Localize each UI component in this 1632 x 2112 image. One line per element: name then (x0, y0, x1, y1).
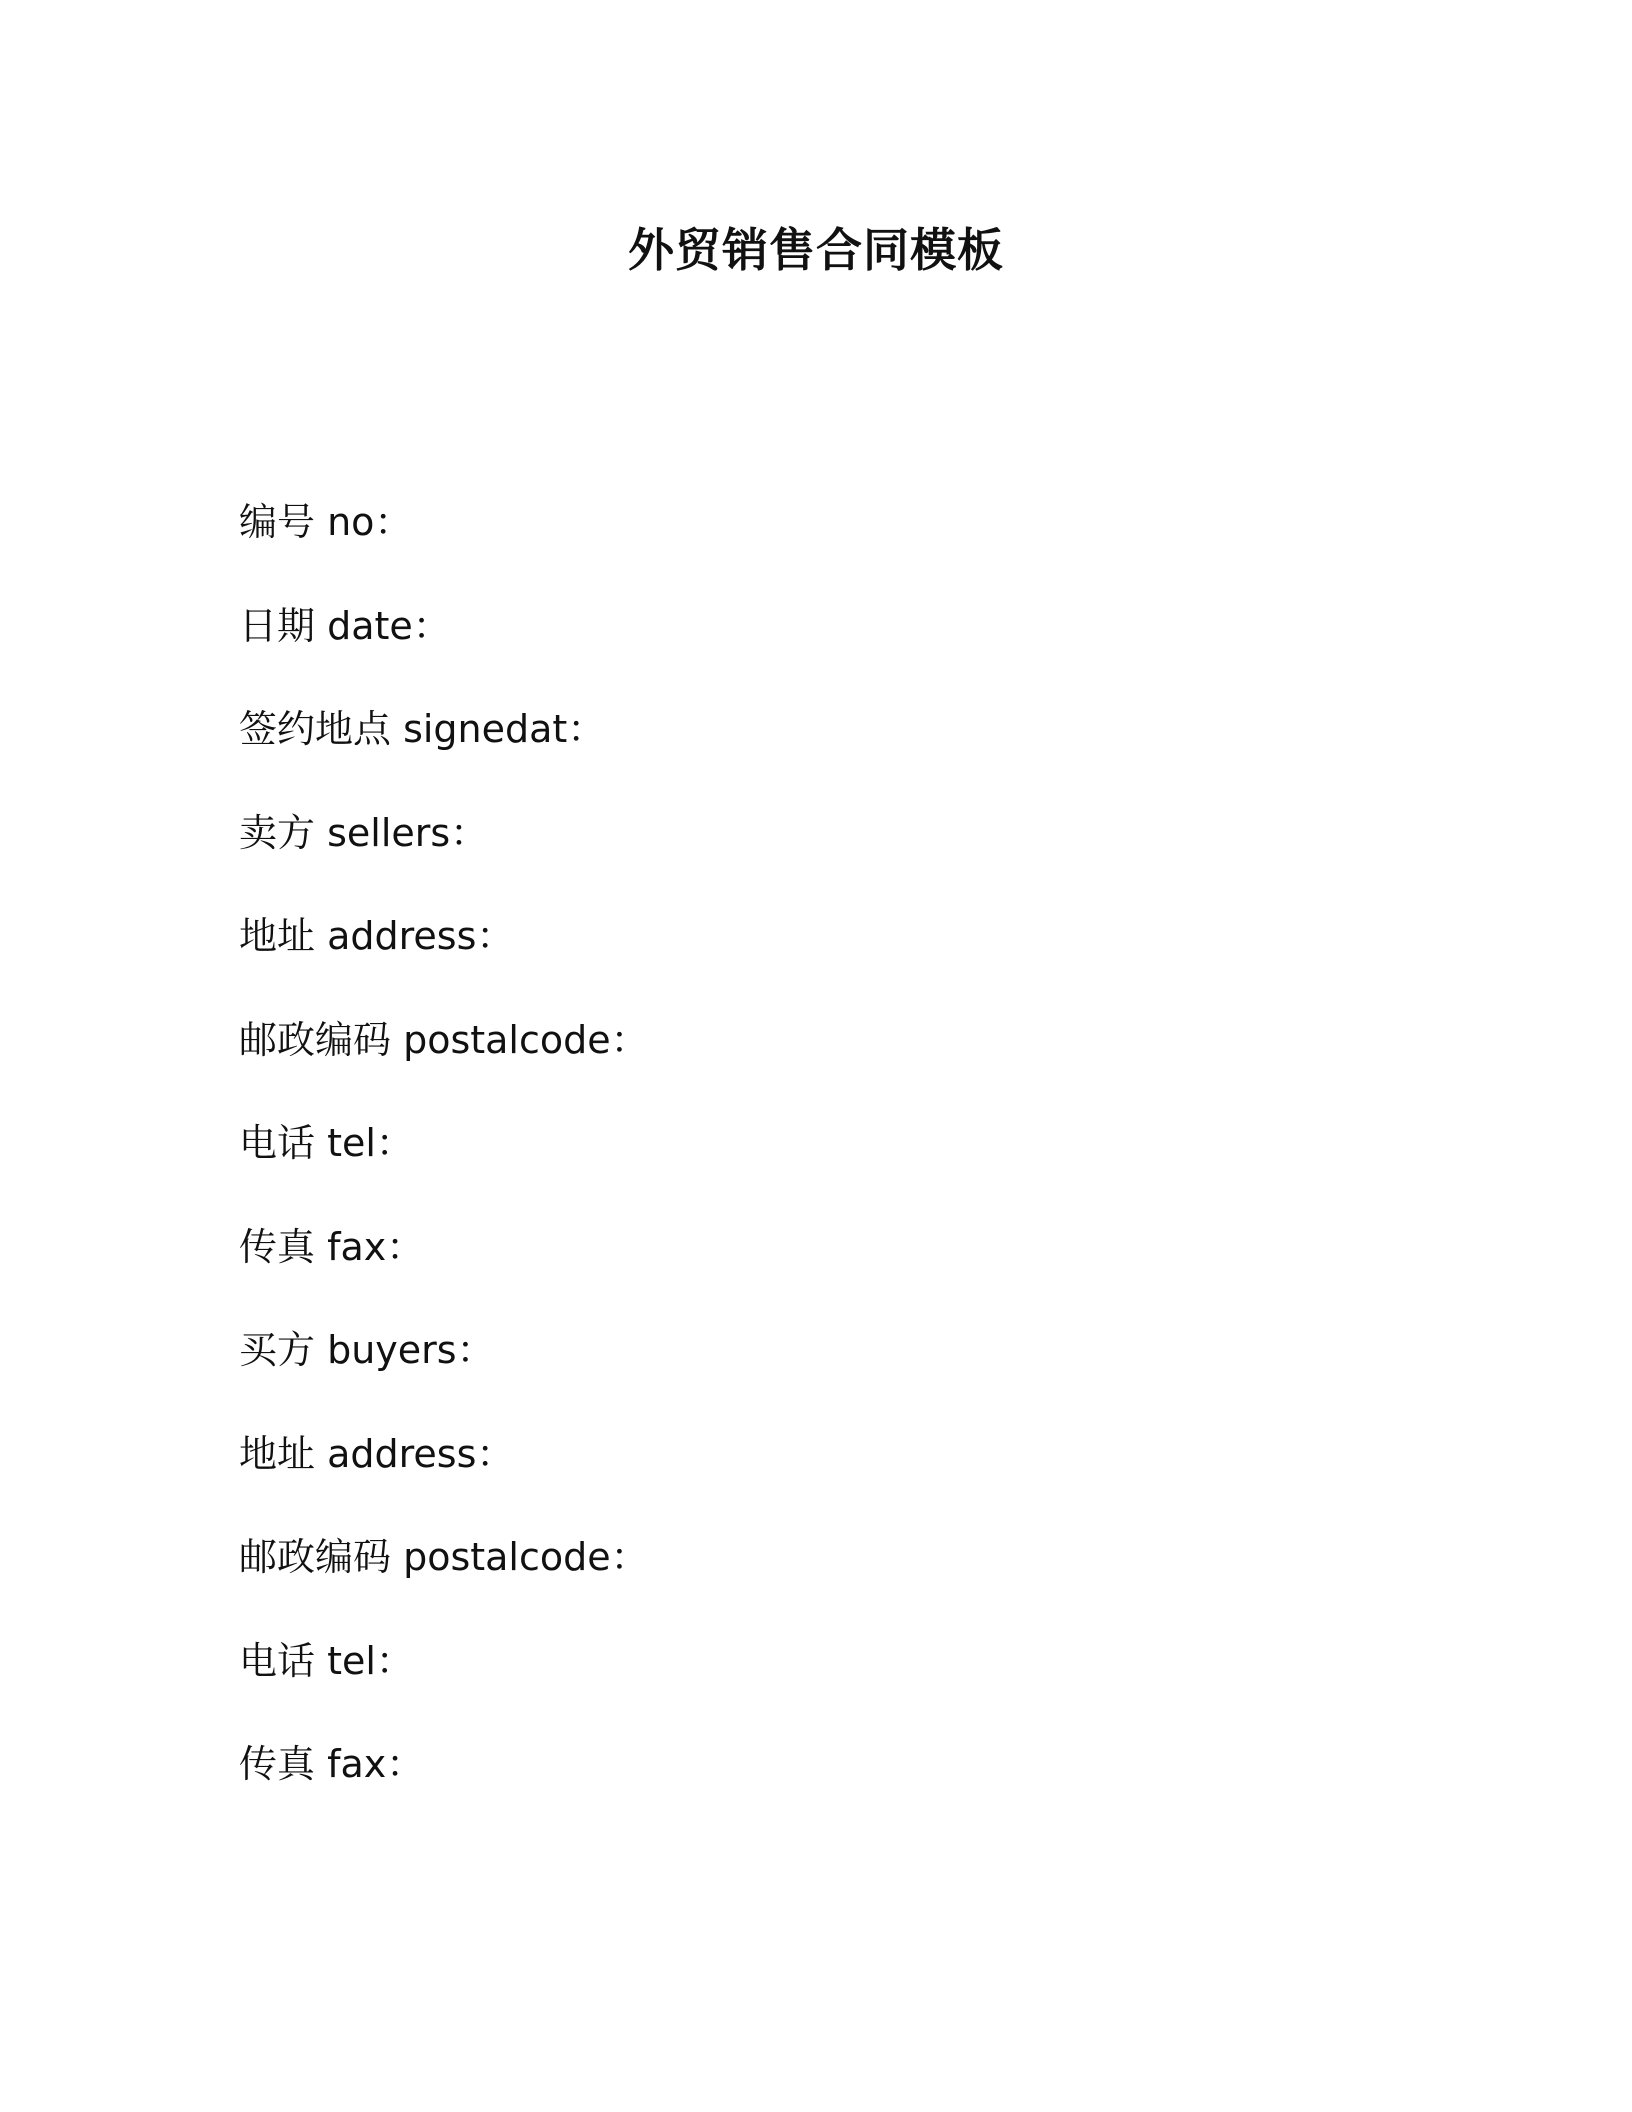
field-buyers: 买方 buyers： (239, 1328, 495, 1372)
field-buyer-fax: 传真 fax： (239, 1742, 425, 1786)
field-sellers: 卖方 sellers： (239, 810, 489, 855)
field-seller-fax: 传真 fax： (239, 1224, 425, 1269)
field-signed-at: 签约地点 signedat： (239, 707, 606, 751)
field-contract-no: 编号 no： (239, 500, 413, 544)
field-buyer-postalcode: 邮政编码 postalcode： (239, 1535, 649, 1579)
field-seller-tel: 电话 tel： (239, 1121, 414, 1165)
document-title: 外贸销售合同模板 (628, 223, 1004, 277)
field-buyer-address: 地址 address： (239, 1431, 515, 1476)
field-date: 日期 date： (239, 603, 451, 648)
field-seller-postalcode: 邮政编码 postalcode： (239, 1017, 649, 1062)
field-seller-address: 地址 address： (239, 914, 515, 958)
contract-fields (239, 494, 1389, 1840)
field-buyer-tel: 电话 tel： (239, 1638, 414, 1683)
